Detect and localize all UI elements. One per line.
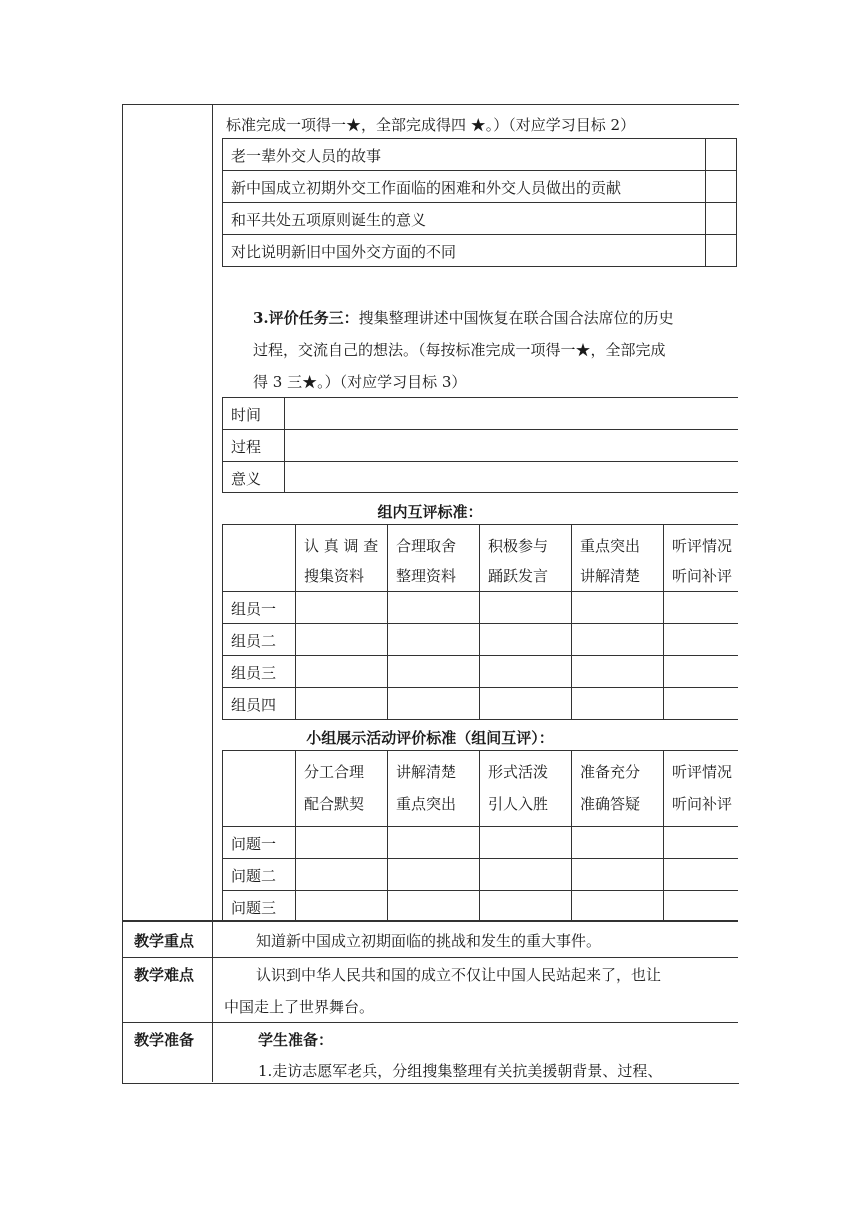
- task2-item: 对比说明新旧中国外交方面的不同: [231, 243, 457, 261]
- task3-line3: 得 3 三★。）（对应学习目标 3）: [253, 373, 467, 391]
- group-header: 引人入胜: [488, 795, 549, 813]
- group-row-label: 问题二: [231, 867, 277, 885]
- peer-row-label: 组员四: [231, 696, 277, 714]
- peer-header: 重点突出: [580, 537, 641, 555]
- peer-eval-title: 组内互评标准：: [377, 503, 483, 521]
- peer-header: 搜集资料: [304, 567, 365, 585]
- left-column-divider: [212, 104, 213, 1082]
- peer-header: 整理资料: [396, 567, 457, 585]
- task3-row-label: 过程: [231, 438, 262, 456]
- difficulties-label: 教学难点: [134, 966, 195, 984]
- group-header: 听问补评: [672, 795, 733, 813]
- preparation-subtitle: 学生准备：: [258, 1031, 334, 1049]
- task2-item: 老一辈外交人员的故事: [231, 147, 382, 165]
- difficulties-line2: 中国走上了世界舞台。: [224, 998, 375, 1016]
- group-header: 配合默契: [304, 795, 365, 813]
- task3-line1: 搜集整理讲述中国恢复在联合国合法席位的历史: [358, 309, 674, 327]
- peer-header: 听评情况: [672, 537, 733, 555]
- group-row-label: 问题三: [231, 899, 277, 917]
- group-eval-title: 小组展示活动评价标准（组间互评）：: [306, 729, 554, 747]
- group-row-label: 问题一: [231, 835, 277, 853]
- preparation-label: 教学准备: [134, 1031, 195, 1049]
- key-points-text: 知道新中国成立初期面临的挑战和发生的重大事件。: [256, 932, 602, 950]
- peer-row-label: 组员三: [231, 664, 277, 682]
- group-header: 重点突出: [396, 795, 457, 813]
- peer-header: 认 真 调 查: [304, 537, 379, 555]
- peer-eval-table: [222, 524, 738, 720]
- group-header: 分工合理: [304, 763, 365, 781]
- peer-row-label: 组员一: [231, 600, 277, 618]
- task3-table: [222, 397, 738, 493]
- group-eval-table: [222, 750, 738, 920]
- peer-row-label: 组员二: [231, 632, 277, 650]
- peer-header: 合理取舍: [396, 537, 457, 555]
- group-header: 听评情况: [672, 763, 733, 781]
- difficulties-line1: 认识到中华人民共和国的成立不仅让中国人民站起来了，也让: [256, 966, 662, 984]
- task2-item: 和平共处五项原则诞生的意义: [231, 211, 427, 229]
- task2-intro: 标准完成一项得一★，全部完成得四 ★。）（对应学习目标 2）: [226, 116, 636, 134]
- task3-line2: 过程，交流自己的想法。（每按标准完成一项得一★，全部完成: [253, 341, 666, 359]
- task3-paragraph: [253, 308, 674, 328]
- task3-label: 3.评价任务三：: [253, 309, 359, 327]
- peer-header: 讲解清楚: [580, 567, 641, 585]
- task3-row-label: 意义: [231, 470, 262, 488]
- key-points-label: 教学重点: [134, 932, 195, 950]
- task3-row-label: 时间: [231, 406, 262, 424]
- task2-item: 新中国成立初期外交工作面临的困难和外交人员做出的贡献: [231, 179, 622, 197]
- preparation-line1: 1.走访志愿军老兵，分组搜集整理有关抗美援朝背景、过程、: [258, 1062, 663, 1080]
- peer-header: 积极参与: [488, 537, 549, 555]
- peer-header: 踊跃发言: [488, 567, 549, 585]
- group-header: 准备充分: [580, 763, 641, 781]
- group-header: 形式活泼: [488, 763, 549, 781]
- group-header: 准确答疑: [580, 795, 641, 813]
- peer-header: 听问补评: [672, 567, 733, 585]
- group-header: 讲解清楚: [396, 763, 457, 781]
